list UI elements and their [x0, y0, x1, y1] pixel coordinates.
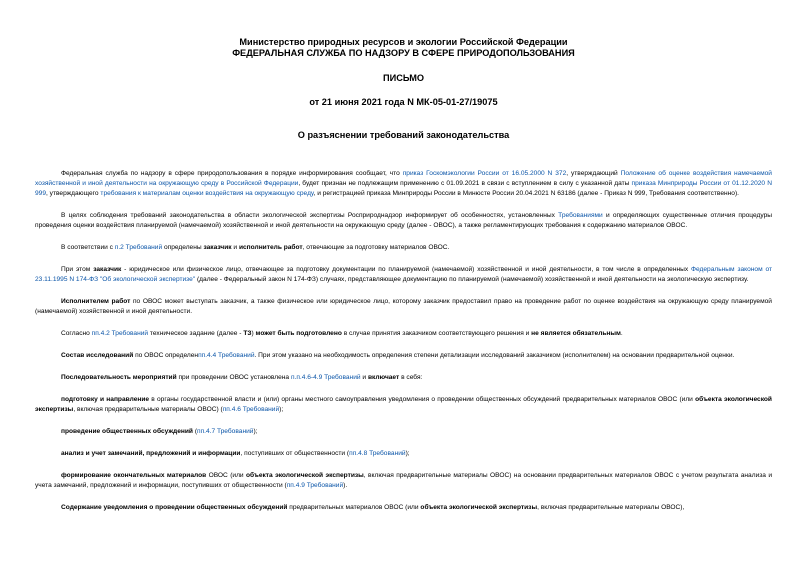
text: в случае принятия заказчиком соответствующего решения и: [341, 330, 532, 337]
bold-text: включает: [367, 374, 400, 381]
link-requirements-4-7[interactable]: пп.4.7 Требований: [197, 428, 254, 435]
text: При этом: [61, 266, 94, 273]
document-kind: ПИСЬМО: [382, 73, 425, 83]
bold-text: не является обязательным: [531, 330, 621, 337]
paragraph-4: [35, 265, 772, 285]
ministry-title: Министерство природных ресурсов и экологии Российской Федерации: [239, 37, 568, 47]
text: в себя:: [399, 374, 423, 381]
text: по ОВОС определен: [133, 352, 199, 359]
link-requirements-p2[interactable]: п.2 Требований: [114, 244, 163, 251]
paragraph-13: [35, 503, 772, 513]
bold-text: Содержание уведомления о проведении общественных обсуждений: [61, 504, 288, 511]
text: определены: [162, 244, 204, 251]
service-title: ФЕДЕРАЛЬНАЯ СЛУЖБА ПО НАДЗОРУ В СФЕРЕ ПРИРОДОПОЛЬЗОВАНИЯ: [232, 48, 575, 58]
paragraph-6: [35, 329, 772, 339]
text: , утверждающего: [46, 190, 101, 197]
link-order-372[interactable]: приказ Госкомэкологии России от 16.05.2000 N 372: [402, 170, 567, 177]
link-law-174fz[interactable]: Федеральным законом от 23.11.1995 N 174-ФЗ "Об экологической экспертизе": [35, 266, 772, 283]
text: , включая предварительные материалы ОВОС) на основании предварительных материалов ОВОС с учетом результата анализа и учета замечаний, предложений и информации, поступивших от общественности (: [35, 472, 773, 489]
text: .: [620, 330, 623, 337]
text: (далее - Федеральный закон N 174-ФЗ) случаях, представляющее документацию по планируемой (намечаемой) хозяйственной и иной деятельности на экологическую экспертизу.: [195, 276, 749, 283]
text: Согласно: [61, 330, 92, 337]
text: по ОВОС может выступать заказчик, а также физическое или юридическое лицо, которому заказчик предоставил право на проведение работ по оценке воздействия на окружающую среду планируемой (намечаемой) хозяйственной и иной деятельности.: [35, 298, 772, 315]
paragraph-5: [35, 297, 772, 317]
bold-text: заказчик: [93, 266, 122, 273]
link-requirements-4-6[interactable]: пп.4.6 Требований: [222, 406, 280, 413]
link-order-999[interactable]: приказа Минприроды России от 01.12.2020 N 999: [35, 180, 772, 197]
link-requirements[interactable]: Требованиями: [558, 212, 603, 219]
text: . При этом указано на необходимость определения степени детализации исследований заказчиком (исполнителем) на основании предварительной оценки.: [254, 352, 735, 359]
link-requirements-4-6-4-9[interactable]: п.п.4.6-4.9 Требований: [290, 374, 361, 381]
text: (: [192, 428, 198, 435]
text: В целях соблюдения требований законодательства в области экологической экспертизы Росприроднадзор информирует об особенностях, установленных: [61, 212, 559, 219]
link-requirements-4-8[interactable]: пп.4.8 Требований: [349, 450, 406, 457]
text: - юридическое или физическое лицо, отвечающее за подготовку документации по планируемой (намечаемой) хозяйственной и иной деятельности, в том числе в определенных: [121, 266, 691, 273]
link-requirements-4-2[interactable]: пп.4.2 Требований: [91, 330, 149, 337]
text: и: [231, 244, 239, 251]
bold-text: объекта экологической экспертизы: [246, 472, 364, 479]
bold-text: Состав исследований: [61, 352, 134, 359]
link-ovos-requirements[interactable]: требования к материалам оценки воздействия на окружающую среду: [100, 190, 314, 197]
text: , поступивших от общественности (: [240, 450, 350, 457]
text: в органы государственной власти и (или) органы местного самоуправления уведомления о проведении общественных обсуждений предварительных материалов ОВОС (или: [149, 396, 696, 403]
text: , отвечающие за подготовку материалов ОВОС.: [302, 244, 450, 251]
bold-text: формирование окончательных материалов: [61, 472, 207, 479]
paragraph-10: [35, 427, 772, 437]
text: ).: [343, 482, 348, 489]
text: техническое задание (далее -: [148, 330, 244, 337]
bold-text: Исполнителем работ: [61, 298, 131, 305]
text: );: [405, 450, 410, 457]
paragraph-7: [35, 351, 772, 361]
text: и: [360, 374, 368, 381]
link-requirements-4-4[interactable]: пп.4.4 Требований: [198, 352, 255, 359]
bold-text: анализ и учет замечаний, предложений и информации: [61, 450, 241, 457]
document-date-number: от 21 июня 2021 года N МК-05-01-27/19075: [309, 97, 498, 107]
text: предварительных материалов ОВОС (или: [287, 504, 421, 511]
bold-text: может быть подготовлено: [255, 330, 342, 337]
text: В соответствии с: [61, 244, 115, 251]
text: , включая предварительные материалы ОВОС) (: [73, 406, 223, 413]
link-ovos-regulation[interactable]: Положение об оценке воздействия намечаемой хозяйственной и иной деятельности на окружающую среду в Российской Федерации: [35, 170, 772, 187]
bold-text: Последовательность мероприятий: [61, 374, 177, 381]
text: , и регистрацией приказа Минприроды России в Минюсте России 20.04.2021 N 63186 (далее - Приказ N 999, Требования соответственно).: [313, 190, 739, 197]
text: , включая предварительные материалы ОВОС),: [537, 504, 685, 511]
paragraph-9: [35, 395, 772, 415]
text: ОВОС (или: [206, 472, 246, 479]
document-subject: О разъяснении требований законодательства: [297, 130, 510, 140]
text: , утверждающий: [566, 170, 621, 177]
bold-text: заказчик: [203, 244, 232, 251]
bold-text: подготовку и направление: [61, 396, 150, 403]
text: );: [279, 406, 284, 413]
link-requirements-4-9[interactable]: пп.4.9 Требований: [286, 482, 344, 489]
text: и определяющих существенные отличия процедуры проведения оценки воздействия планируемой (намечаемой) хозяйственной и иной деятельности на окружающую среду (далее - ОВОС), а также регламентирующих требования к содержанию материалов ОВОС.: [35, 212, 772, 229]
paragraph-11: [35, 449, 772, 459]
bold-text: ТЗ: [243, 330, 252, 337]
text: при проведении ОВОС установлена: [176, 374, 291, 381]
text: ): [251, 330, 256, 337]
bold-text: объекта экологической экспертизы: [420, 504, 538, 511]
paragraph-3: [35, 243, 772, 253]
text: , будет признан не подлежащим применению с 01.09.2021 в связи с вступлением в силу с указанной даты: [298, 180, 632, 187]
text: );: [253, 428, 258, 435]
document-body: [35, 169, 772, 513]
paragraph-12: [35, 471, 772, 491]
paragraph-1: [35, 169, 772, 199]
bold-text: проведение общественных обсуждений: [61, 428, 193, 435]
bold-text: исполнитель работ: [238, 244, 303, 251]
paragraph-8: [35, 373, 772, 383]
text: Федеральная служба по надзору в сфере природопользования в порядке информирования сообщает, что: [61, 170, 403, 177]
bold-text: объекта экологической экспертизы: [35, 396, 772, 413]
paragraph-2: [35, 211, 772, 231]
